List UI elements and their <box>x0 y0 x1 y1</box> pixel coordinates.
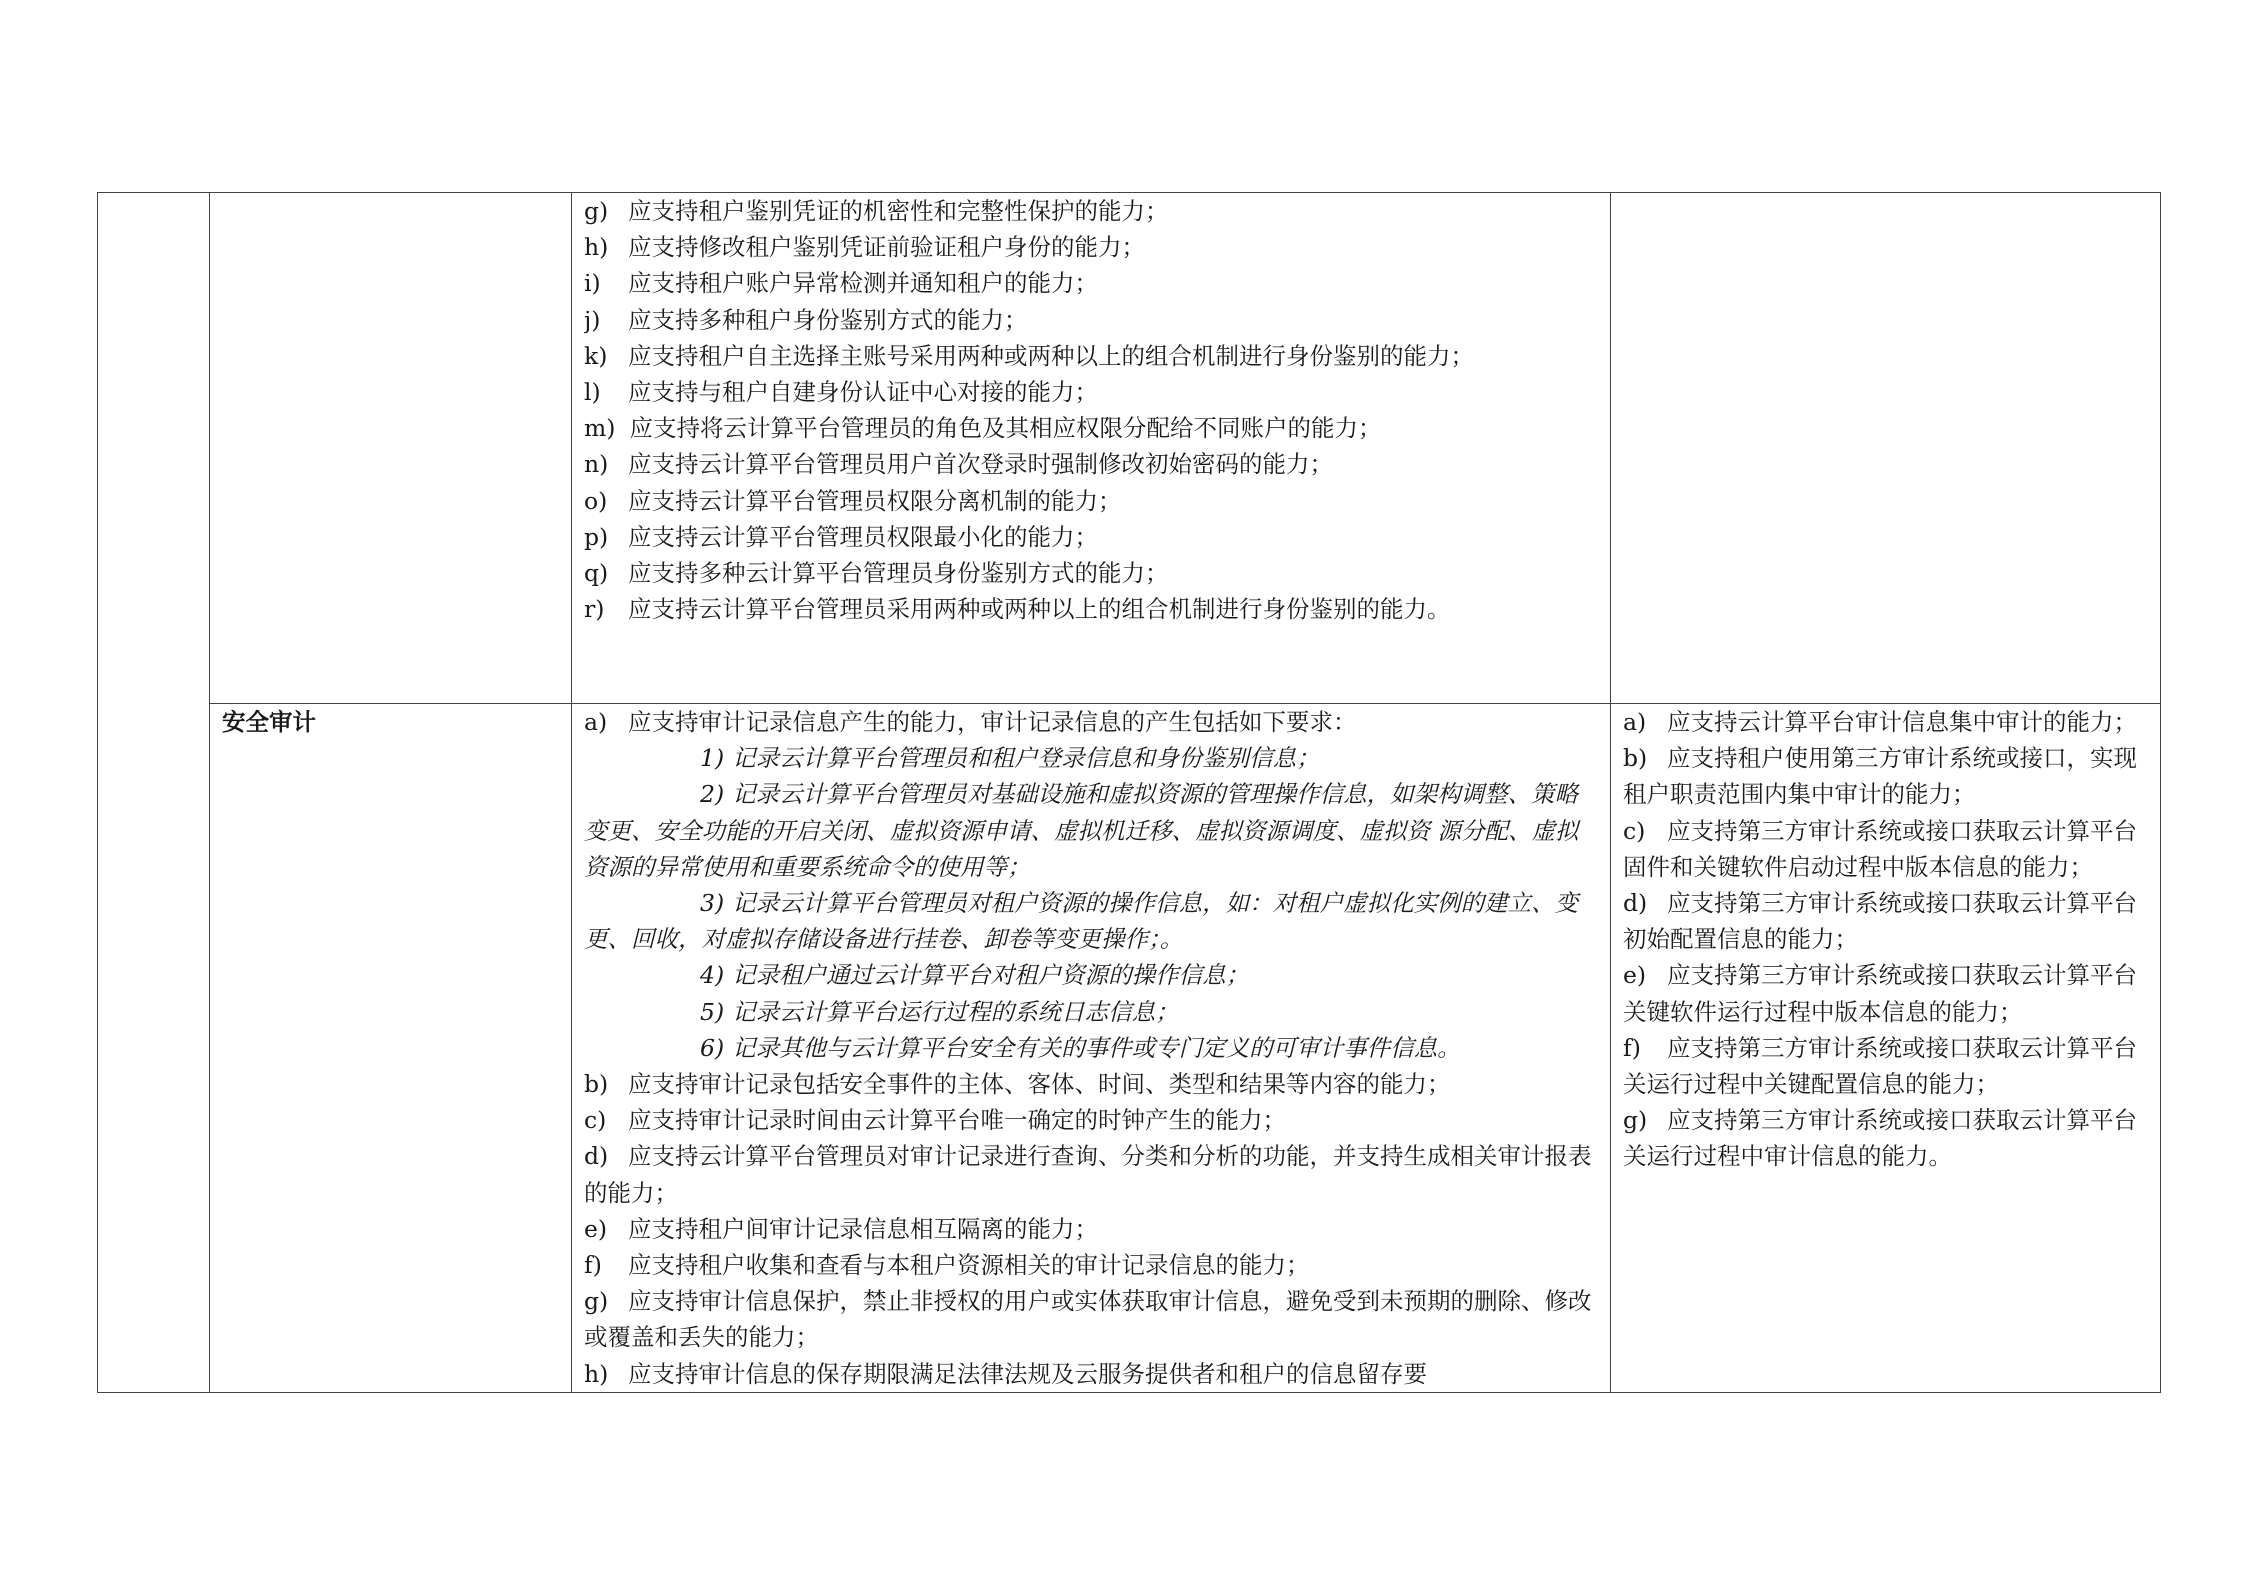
item-label: q) <box>584 559 609 588</box>
third-party-cell-empty <box>1611 193 2161 704</box>
item-text: 应支持云计算平台管理员采用两种或两种以上的组合机制进行身份鉴别的能力。 <box>628 595 1451 624</box>
item-text: 应支持审计信息的保存期限满足法律法规及云服务提供者和租户的信息留存要 <box>628 1359 1427 1388</box>
requirement-item <box>1623 704 2148 740</box>
item-label: 5) <box>700 997 725 1026</box>
requirement-item <box>584 1066 1598 1102</box>
item-label: d) <box>1623 889 1648 918</box>
item-text: 应支持将云计算平台管理员的角色及其相应权限分配给不同账户的能力； <box>629 414 1382 443</box>
sub-requirement-item <box>584 776 1598 885</box>
item-label: e) <box>1623 961 1647 990</box>
item-label: g) <box>584 1287 609 1316</box>
sub-requirement-item <box>584 740 1598 776</box>
item-label: i) <box>584 269 601 298</box>
requirement-item <box>584 1247 1598 1283</box>
requirement-item <box>1623 813 2148 885</box>
requirement-item <box>584 446 1598 482</box>
table-row-identity-auth <box>98 193 2161 704</box>
item-text: 应支持多种云计算平台管理员身份鉴别方式的能力； <box>628 559 1169 588</box>
item-label: f) <box>584 1251 602 1280</box>
requirement-item <box>584 555 1598 591</box>
requirements-table <box>97 192 2161 1393</box>
item-text: 应支持多种租户身份鉴别方式的能力； <box>628 305 1028 334</box>
item-label: a) <box>584 708 608 736</box>
item-label: c) <box>584 1106 607 1135</box>
item-text: 应支持租户间审计记录信息相互隔离的能力； <box>628 1214 1098 1243</box>
category-cell-empty <box>210 193 572 704</box>
requirement-item <box>584 1211 1598 1247</box>
item-text: 应支持租户使用第三方审计系统或接口，实现租户职责范围内集中审计的能力； <box>1623 744 2137 809</box>
requirement-item <box>1623 1102 2148 1174</box>
requirement-item <box>584 1102 1598 1138</box>
item-label: m) <box>584 414 616 443</box>
item-label: l) <box>584 378 601 407</box>
requirement-item <box>1623 740 2148 812</box>
item-label: k) <box>584 341 608 370</box>
requirement-item <box>584 483 1598 519</box>
requirement-item <box>1623 885 2148 957</box>
requirement-item <box>584 338 1598 374</box>
item-label: n) <box>584 450 609 479</box>
merged-first-column-cell <box>98 193 210 1393</box>
item-label: 2) <box>700 780 725 809</box>
item-text: 应支持云计算平台管理员权限分离机制的能力； <box>628 486 1122 515</box>
item-label: f) <box>1623 1033 1641 1062</box>
category-cell-security-audit <box>210 704 572 1393</box>
item-text: 应支持租户自主选择主账号采用两种或两种以上的组合机制进行身份鉴别的能力； <box>628 341 1474 370</box>
item-text: 应支持第三方审计系统或接口获取云计算平台关键软件运行过程中版本信息的能力； <box>1623 961 2137 1026</box>
item-label: 1) <box>700 744 725 773</box>
item-text: 记录租户通过云计算平台对租户资源的操作信息； <box>732 961 1250 990</box>
requirement-item <box>584 265 1598 301</box>
item-text: 记录云计算平台运行过程的系统日志信息； <box>732 997 1179 1026</box>
item-text: 应支持云计算平台管理员用户首次登录时强制修改初始密码的能力； <box>628 450 1333 479</box>
item-text: 应支持修改租户鉴别凭证前验证租户身份的能力； <box>628 233 1145 262</box>
sub-requirement-item <box>584 885 1598 957</box>
item-label: o) <box>584 486 608 515</box>
item-text: 应支持审计记录时间由云计算平台唯一确定的时钟产生的能力； <box>628 1106 1286 1135</box>
requirement-item <box>584 704 1598 740</box>
item-label: 3) <box>700 889 725 918</box>
requirements-list <box>584 193 1598 703</box>
requirement-item <box>584 519 1598 555</box>
item-text: 应支持云计算平台审计信息集中审计的能力； <box>1667 708 2137 736</box>
item-text: 记录其他与云计算平台安全有关的事件或专门定义的可审计事件信息。 <box>732 1033 1461 1062</box>
item-label: h) <box>584 1359 609 1388</box>
requirements-list <box>584 704 1598 1392</box>
third-party-list <box>1623 193 2148 703</box>
item-label: d) <box>584 1142 609 1171</box>
item-text: 应支持与租户自建身份认证中心对接的能力； <box>628 378 1098 407</box>
requirement-item <box>584 591 1598 627</box>
third-party-list <box>1623 704 2148 1392</box>
category-label: 安全审计 <box>222 708 316 736</box>
item-label: a) <box>1623 708 1647 736</box>
third-party-cell <box>1611 704 2161 1393</box>
sub-requirement-item <box>584 1030 1598 1066</box>
requirements-cell <box>572 193 1611 704</box>
requirement-item <box>584 302 1598 338</box>
item-text: 应支持审计记录包括安全事件的主体、客体、时间、类型和结果等内容的能力； <box>628 1070 1451 1099</box>
item-text: 应支持第三方审计系统或接口获取云计算平台初始配置信息的能力； <box>1623 889 2137 954</box>
item-label: r) <box>584 595 605 624</box>
item-text: 应支持第三方审计系统或接口获取云计算平台关运行过程中审计信息的能力。 <box>1623 1106 2137 1171</box>
item-text: 记录云计算平台管理员对租户资源的操作信息，如：对租户虚拟化实例的建立、变更、回收，对虚拟存储设备进行挂卷、卸卷等变更操作；。 <box>584 889 1579 954</box>
requirement-item <box>1623 1030 2148 1102</box>
item-label: p) <box>584 522 609 551</box>
item-label: c) <box>1623 816 1646 845</box>
item-text: 应支持审计信息保护，禁止非授权的用户或实体获取审计信息，避免受到未预期的删除、修改或覆盖和丢失的能力； <box>584 1287 1592 1352</box>
item-text: 应支持第三方审计系统或接口获取云计算平台关运行过程中关键配置信息的能力； <box>1623 1033 2137 1099</box>
requirements-list-continued <box>584 1066 1598 1392</box>
item-text: 记录云计算平台管理员和租户登录信息和身份鉴别信息； <box>732 744 1320 773</box>
requirement-item <box>1623 957 2148 1029</box>
item-text: 记录云计算平台管理员对基础设施和虚拟资源的管理操作信息，如架构调整、策略 变更、安全功能的开启关闭、虚拟资源申请、虚拟机迁移、虚拟资源调度、虚拟资 源分配、虚拟资源的异常使用和重要系统命令的使用等； <box>584 780 1579 881</box>
item-label: h) <box>584 233 609 262</box>
item-label: 4) <box>700 961 725 990</box>
item-label: e) <box>584 1214 608 1243</box>
table-row-security-audit <box>98 704 2161 1393</box>
item-text: 应支持租户收集和查看与本租户资源相关的审计记录信息的能力； <box>628 1251 1310 1280</box>
requirement-item <box>584 1356 1598 1392</box>
item-text: 应支持云计算平台管理员权限最小化的能力； <box>628 522 1098 551</box>
item-text: 应支持审计记录信息产生的能力，审计记录信息的产生包括如下要求： <box>628 708 1357 736</box>
item-text: 应支持云计算平台管理员对审计记录进行查询、分类和分析的功能，并支持生成相关审计报表的能力； <box>584 1142 1592 1207</box>
item-label: g) <box>1623 1106 1648 1135</box>
item-text: 应支持第三方审计系统或接口获取云计算平台固件和关键软件启动过程中版本信息的能力； <box>1623 816 2137 881</box>
sub-requirement-item <box>584 994 1598 1030</box>
item-label: b) <box>584 1070 609 1099</box>
requirements-cell <box>572 704 1611 1393</box>
item-label: j) <box>584 305 601 334</box>
item-text: 应支持租户账户异常检测并通知租户的能力； <box>628 269 1098 298</box>
item-label: g) <box>584 197 609 225</box>
requirement-item <box>584 229 1598 265</box>
requirement-item <box>584 410 1598 446</box>
requirement-item <box>584 1283 1598 1355</box>
requirement-item <box>584 1138 1598 1210</box>
item-label: 6) <box>700 1033 725 1062</box>
item-label: b) <box>1623 744 1648 773</box>
requirement-item <box>584 374 1598 410</box>
sub-requirement-item <box>584 957 1598 993</box>
requirement-item <box>584 193 1598 229</box>
item-text: 应支持租户鉴别凭证的机密性和完整性保护的能力； <box>628 197 1169 225</box>
sub-requirements-list <box>584 740 1598 1066</box>
